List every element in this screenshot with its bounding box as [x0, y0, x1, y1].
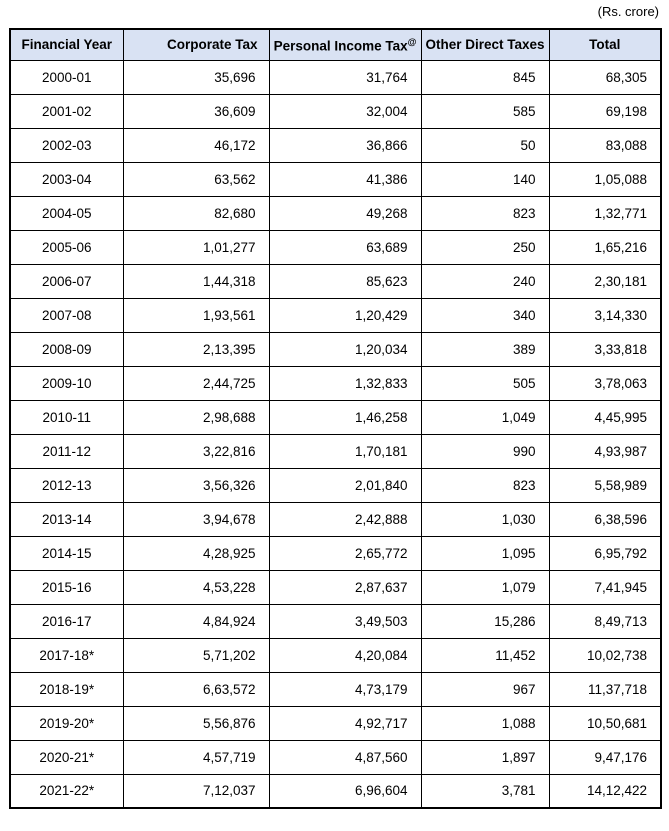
cell-value: 4,73,179	[269, 672, 421, 706]
cell-value: 2,42,888	[269, 502, 421, 536]
table-row	[10, 434, 661, 468]
cell-value: 69,198	[549, 94, 661, 128]
cell-value: 389	[421, 332, 549, 366]
cell-value: 8,49,713	[549, 604, 661, 638]
cell-value: 36,609	[123, 94, 269, 128]
cell-value: 250	[421, 230, 549, 264]
column-header-label: Corporate Tax	[166, 37, 258, 53]
table-row	[10, 706, 661, 740]
cell-value: 3,22,816	[123, 434, 269, 468]
cell-value: 83,088	[549, 128, 661, 162]
cell-value: 3,78,063	[549, 366, 661, 400]
cell-value: 31,764	[269, 60, 421, 94]
cell-financial-year: 2005-06	[10, 230, 123, 264]
column-header-label: Personal Income Tax	[273, 38, 408, 53]
cell-value: 6,96,604	[269, 774, 421, 808]
cell-value: 3,33,818	[549, 332, 661, 366]
cell-value: 1,65,216	[549, 230, 661, 264]
table-row	[10, 196, 661, 230]
cell-value: 1,20,034	[269, 332, 421, 366]
cell-financial-year: 2003-04	[10, 162, 123, 196]
table-row	[10, 502, 661, 536]
cell-value: 6,63,572	[123, 672, 269, 706]
cell-value: 1,079	[421, 570, 549, 604]
column-header-financial-year	[10, 29, 123, 60]
cell-value: 2,13,395	[123, 332, 269, 366]
cell-value: 1,05,088	[549, 162, 661, 196]
cell-value: 4,87,560	[269, 740, 421, 774]
table-row	[10, 366, 661, 400]
cell-value: 35,696	[123, 60, 269, 94]
cell-value: 505	[421, 366, 549, 400]
cell-value: 1,32,833	[269, 366, 421, 400]
cell-value: 63,689	[269, 230, 421, 264]
cell-value: 6,95,792	[549, 536, 661, 570]
table-row	[10, 60, 661, 94]
table-row	[10, 332, 661, 366]
cell-value: 5,58,989	[549, 468, 661, 502]
cell-value: 14,12,422	[549, 774, 661, 808]
cell-financial-year: 2001-02	[10, 94, 123, 128]
table-row	[10, 774, 661, 808]
cell-value: 1,70,181	[269, 434, 421, 468]
cell-value: 1,32,771	[549, 196, 661, 230]
cell-financial-year: 2010-11	[10, 400, 123, 434]
cell-financial-year: 2019-20*	[10, 706, 123, 740]
table-header	[10, 29, 661, 60]
cell-value: 1,93,561	[123, 298, 269, 332]
column-header-personal-income-tax	[269, 29, 421, 60]
cell-value: 2,98,688	[123, 400, 269, 434]
cell-value: 50	[421, 128, 549, 162]
cell-value: 1,049	[421, 400, 549, 434]
cell-value: 4,57,719	[123, 740, 269, 774]
cell-value: 967	[421, 672, 549, 706]
cell-financial-year: 2013-14	[10, 502, 123, 536]
cell-value: 10,50,681	[549, 706, 661, 740]
cell-value: 1,088	[421, 706, 549, 740]
cell-value: 2,65,772	[269, 536, 421, 570]
table-row	[10, 128, 661, 162]
cell-value: 845	[421, 60, 549, 94]
table-row	[10, 400, 661, 434]
cell-financial-year: 2014-15	[10, 536, 123, 570]
cell-financial-year: 2016-17	[10, 604, 123, 638]
column-header-label: Other Direct Taxes	[425, 37, 545, 53]
cell-value: 6,38,596	[549, 502, 661, 536]
column-header-other-direct-taxes	[421, 29, 549, 60]
cell-financial-year: 2021-22*	[10, 774, 123, 808]
column-header-total	[549, 29, 661, 60]
cell-value: 3,781	[421, 774, 549, 808]
table-row	[10, 536, 661, 570]
cell-value: 3,94,678	[123, 502, 269, 536]
cell-value: 63,562	[123, 162, 269, 196]
cell-financial-year: 2000-01	[10, 60, 123, 94]
table-row	[10, 94, 661, 128]
table-row	[10, 230, 661, 264]
cell-value: 4,84,924	[123, 604, 269, 638]
cell-value: 11,452	[421, 638, 549, 672]
header-row	[10, 29, 661, 60]
cell-financial-year: 2002-03	[10, 128, 123, 162]
table-row	[10, 740, 661, 774]
cell-value: 823	[421, 468, 549, 502]
cell-financial-year: 2017-18*	[10, 638, 123, 672]
cell-value: 7,12,037	[123, 774, 269, 808]
cell-value: 4,20,084	[269, 638, 421, 672]
cell-value: 49,268	[269, 196, 421, 230]
cell-financial-year: 2008-09	[10, 332, 123, 366]
cell-value: 82,680	[123, 196, 269, 230]
cell-value: 68,305	[549, 60, 661, 94]
cell-value: 2,87,637	[269, 570, 421, 604]
cell-financial-year: 2015-16	[10, 570, 123, 604]
cell-value: 9,47,176	[549, 740, 661, 774]
cell-value: 1,20,429	[269, 298, 421, 332]
cell-financial-year: 2020-21*	[10, 740, 123, 774]
table-row	[10, 638, 661, 672]
cell-value: 46,172	[123, 128, 269, 162]
cell-value: 36,866	[269, 128, 421, 162]
cell-value: 4,92,717	[269, 706, 421, 740]
cell-value: 4,93,987	[549, 434, 661, 468]
cell-value: 5,56,876	[123, 706, 269, 740]
cell-value: 11,37,718	[549, 672, 661, 706]
cell-value: 2,01,840	[269, 468, 421, 502]
column-header-label: Total	[589, 37, 621, 53]
table-row	[10, 468, 661, 502]
cell-value: 1,897	[421, 740, 549, 774]
table-row	[10, 604, 661, 638]
cell-financial-year: 2007-08	[10, 298, 123, 332]
cell-value: 823	[421, 196, 549, 230]
cell-value: 1,095	[421, 536, 549, 570]
cell-value: 140	[421, 162, 549, 196]
cell-value: 32,004	[269, 94, 421, 128]
table-row	[10, 162, 661, 196]
cell-value: 990	[421, 434, 549, 468]
cell-value: 10,02,738	[549, 638, 661, 672]
cell-value: 3,56,326	[123, 468, 269, 502]
column-header-superscript: @	[407, 36, 417, 47]
cell-value: 2,44,725	[123, 366, 269, 400]
cell-value: 1,44,318	[123, 264, 269, 298]
column-header-corporate-tax	[123, 29, 269, 60]
cell-value: 585	[421, 94, 549, 128]
cell-financial-year: 2012-13	[10, 468, 123, 502]
cell-financial-year: 2004-05	[10, 196, 123, 230]
table-body	[10, 60, 661, 808]
cell-value: 3,14,330	[549, 298, 661, 332]
cell-value: 4,28,925	[123, 536, 269, 570]
cell-value: 240	[421, 264, 549, 298]
cell-financial-year: 2009-10	[10, 366, 123, 400]
cell-value: 1,030	[421, 502, 549, 536]
cell-financial-year: 2006-07	[10, 264, 123, 298]
cell-value: 41,386	[269, 162, 421, 196]
table-row	[10, 298, 661, 332]
cell-value: 340	[421, 298, 549, 332]
cell-value: 1,01,277	[123, 230, 269, 264]
direct-tax-collections-table	[9, 28, 662, 809]
column-header-label: Financial Year	[21, 37, 113, 53]
cell-value: 3,49,503	[269, 604, 421, 638]
cell-value: 5,71,202	[123, 638, 269, 672]
cell-value: 1,46,258	[269, 400, 421, 434]
cell-value: 7,41,945	[549, 570, 661, 604]
cell-value: 15,286	[421, 604, 549, 638]
cell-value: 4,53,228	[123, 570, 269, 604]
table-row	[10, 672, 661, 706]
unit-note: (Rs. crore)	[597, 4, 659, 19]
cell-value: 2,30,181	[549, 264, 661, 298]
cell-financial-year: 2011-12	[10, 434, 123, 468]
cell-value: 4,45,995	[549, 400, 661, 434]
table-row	[10, 264, 661, 298]
table-row	[10, 570, 661, 604]
cell-financial-year: 2018-19*	[10, 672, 123, 706]
cell-value: 85,623	[269, 264, 421, 298]
